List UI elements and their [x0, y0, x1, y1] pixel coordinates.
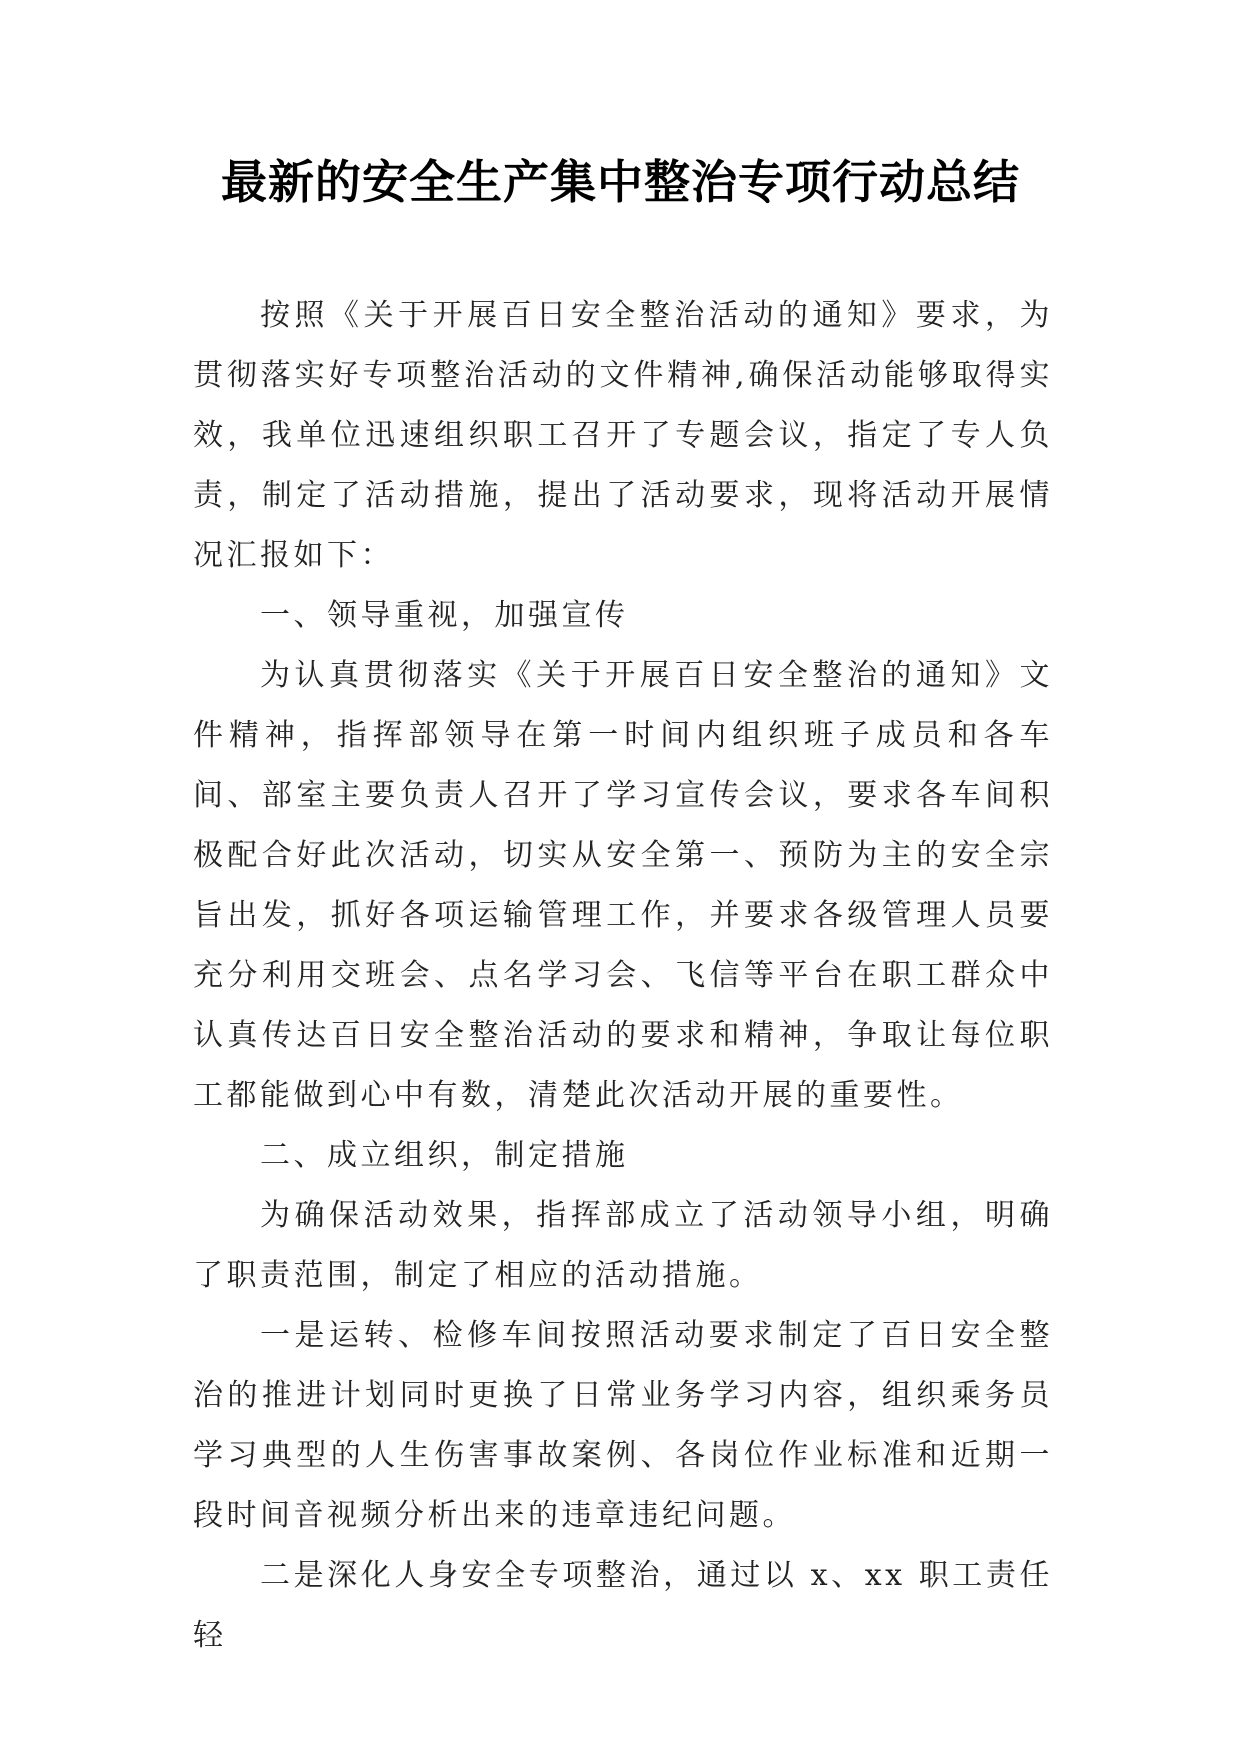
body-paragraph: 为确保活动效果，指挥部成立了活动领导小组，明确了职责范围，制定了相应的活动措施。	[193, 1198, 1053, 1293]
section-heading-2: 二、成立组织，制定措施	[260, 1138, 629, 1173]
body-paragraph: 二是深化人身安全专项整治，通过以 x、xx 职工责任轻	[193, 1558, 1053, 1653]
body-paragraph: 为认真贯彻落实《关于开展百日安全整治的通知》文件精神，指挥部领导在第一时间内组织班子成员和各车间、部室主要负责人召开了学习宣传会议，要求各车间积极配合好此次活动，切实从安全第一、预防为主的安全宗旨出发，抓好各项运输管理工作，并要求各级管理人员要充分利用交班会、点名学习会、飞信等平台在职工群众中认真传达百日安全整治活动的要求和精神，争取让每位职工都能做到心中有数，清楚此次活动开展的重要性。	[193, 658, 1053, 1113]
intro-paragraph: 按照《关于开展百日安全整治活动的通知》要求，为贯彻落实好专项整治活动的文件精神,确保活动能够取得实效，我单位迅速组织职工召开了专题会议，指定了专人负责，制定了活动措施，提出了活动要求，现将活动开展情况汇报如下：	[193, 298, 1053, 573]
section-heading-1: 一、领导重视，加强宣传	[260, 598, 629, 633]
document-title: 最新的安全生产集中整治专项行动总结	[221, 155, 1020, 209]
body-paragraph: 一是运转、检修车间按照活动要求制定了百日安全整治的推进计划同时更换了日常业务学习内容，组织乘务员学习典型的人生伤害事故案例、各岗位作业标准和近期一段时间音视频分析出来的违章违纪问题。	[193, 1318, 1053, 1533]
document-body	[193, 286, 1053, 1666]
